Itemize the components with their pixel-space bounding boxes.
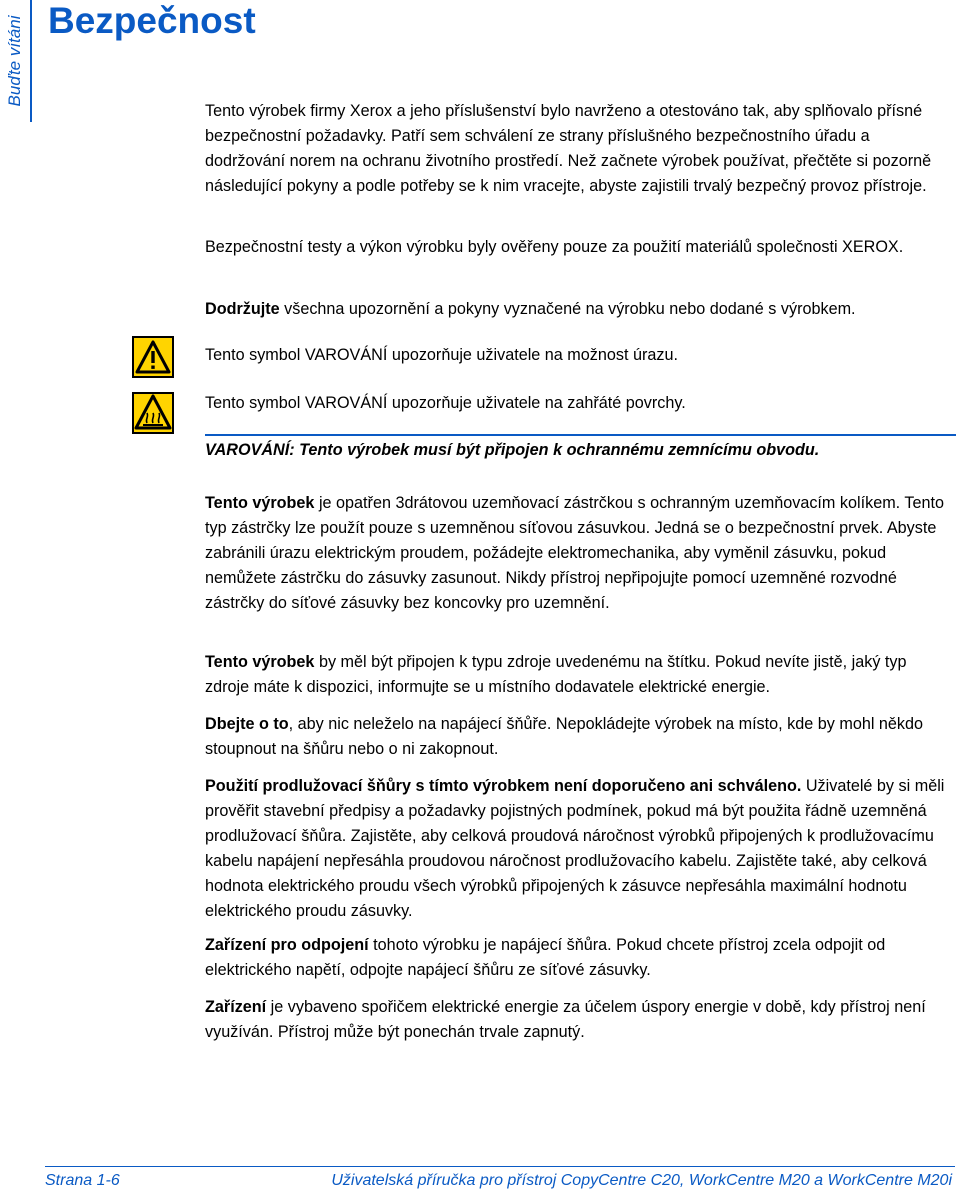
plug-text: je opatřen 3drátovou uzemňovací zástrčkou s ochranným uzemňovacím kolíkem. Tento typ zástrčky lze použít pouze s uzemněnou síťovou zásuvkou. Jedná se o bezpečnostní prvek. Abyste zabránili úrazu elektrickým proudem, požádejte elektromechanika, aby vyměnil zásuvku, pokud nemůžete zástrčku do zásuvky zasunout. Nikdy přístroj nepřipojujte pomocí uzemněné rozvodné zástrčky do síťové zásuvky bez koncovky pro uzemnění. [205,494,944,612]
extension-paragraph [205,774,952,924]
extension-text: Uživatelé by si měli prověřit stavební předpisy a požadavky pojistných podmínek, pokud má být použita řádně uzemněná prodlužovací šňůra. Zajistěte, aby celková proudová náročnost výrobků připojených k prodlužovacímu kabelu napájení nepřesáhla proudovou náročnost prodlužovacího kabelu. Zajistěte také, aby celková hodnota elektrického proudu všech výrobků připojených k zásuvce nepřesáhla maximální hodnotu elektrického proudu zásuvky. [205,777,945,920]
intro-paragraph: Tento výrobek firmy Xerox a jeho příslušenství bylo navrženo a otestováno tak, aby splňovalo přísné bezpečnostní požadavky. Patří sem schválení ze strany příslušného bezpečnostního úřadu a dodržování norem na ochranu životního prostředí. Než začnete výrobek používat, přečtěte si pozorně následující pokyny a podle potřeby se k nim vracejte, abyste zajistili trvalý bezpečný provoz přístroje. [205,102,932,195]
observe-text: všechna upozornění a pokyny vyznačené na výrobku nebo dodané s výrobkem. [279,300,856,318]
footer-rule [45,1166,955,1167]
power-source-text: by měl být připojen k typu zdroje uvedenému na štítku. Pokud nevíte jistě, jaký typ zdroje máte k dispozici, informujte se u místního dodavatele elektrické energie. [205,653,907,696]
warning-symbol-text: Tento symbol VAROVÁNÍ upozorňuje uživatele na možnost úrazu. [205,346,678,364]
disconnect-paragraph [205,933,952,983]
energy-lead: Zařízení [205,998,267,1016]
power-source-paragraph [205,650,952,700]
power-source-lead: Tento výrobek [205,653,315,671]
cord-text: , aby nic neleželo na napájecí šňůře. Nepokládejte výrobek na místo, kde by mohl někdo stoupnout na šňůru nebo o ni zakopnout. [205,715,924,758]
observe-lead: Dodržujte [205,300,280,318]
disconnect-text: tohoto výrobku je napájecí šňůra. Pokud chcete přístroj zcela odpojit od elektrického napětí, odpojte napájecí šňůru ze síťové zásuvky. [205,936,886,979]
cord-paragraph [205,712,952,762]
hot-surface-symbol-text: Tento symbol VAROVÁNÍ upozorňuje uživatele na zahřáté povrchy. [205,394,686,412]
energy-text: je vybaveno spořičem elektrické energie za účelem úspory energie v době, kdy přístroj není využíván. Přístroj může být ponechán trvale zapnutý. [205,998,926,1041]
side-tab-label: Buďte vítáni [5,15,24,107]
warning-triangle-icon [132,336,174,378]
cord-lead: Dbejte o to [205,715,289,733]
disconnect-lead: Zařízení pro odpojení [205,936,369,954]
extension-lead: Použití prodlužovací šňůry s tímto výrobkem není doporučeno ani schváleno. [205,777,802,795]
page-title: Bezpečnost [48,0,256,41]
energy-paragraph [205,995,952,1045]
plug-paragraph [205,491,952,616]
hot-surface-icon [132,392,174,434]
ground-warning: VAROVÁNÍ: Tento výrobek musí být připojen k ochrannému zemnícímu obvodu. [205,441,820,459]
footer-page-number: Strana 1-6 [45,1172,120,1189]
tests-paragraph: Bezpečnostní testy a výkon výrobku byly ověřeny pouze za použití materiálů společnosti XEROX. [205,238,904,256]
footer-document-title: Uživatelská příručka pro přístroj CopyCentre C20, WorkCentre M20 a WorkCentre M20i [331,1172,952,1189]
side-tab [0,0,32,122]
warning-rule [205,434,956,436]
observe-paragraph [205,297,952,322]
plug-lead: Tento výrobek [205,494,315,512]
